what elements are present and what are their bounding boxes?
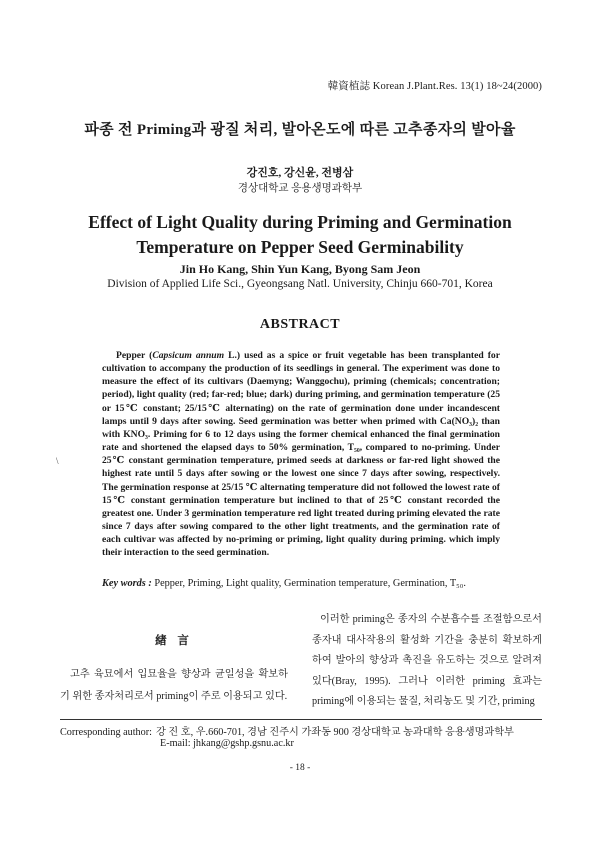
corresponding-label: Corresponding author: [60,727,152,738]
abstract-body [102,349,500,560]
korean-authors: 강진호, 강신윤, 전병삼 [246,167,354,179]
abstract-text-rest: L.) used as a spice or fruit vegetable has been transplanted for cultivation to accompany the production of its seedlings in general. The experiment was done to measure the effect of its cultivars (Daemyng; Wanggochu), priming (chemicals; concentration; period), light quality (red; far-red; blue; dark) during priming, and germination temperature (25 or 15℃ constant; 25/15℃ alternating) on the rate of germination done under incandescent lamps until 9 days after sowing. Seed germination was better when primed with Ca(NO₃)₂ than with KNO₃. Priming for 6 to 12 days using the former chemical enhanced the final germination rate and shortened the elapsed days to 50% germination, T₅₀, compared to no-priming. Under 25℃ constant germination temperature, primed seeds at darkness or far-red light showed the highest rate until 5 days after sowing or the lowest one since 7 days after sowing, respectively. The germination response at 25/15 ℃ alternating temperature did not followed the lowest rate of 15℃ constant germination temperature but inclined to that of 25℃ constant recorded the greatest one. Under 3 germination temperature red light treated during priming elevated the rate since 7 days after sowing compared to the other light treatments, and the germination rate of each cultivar was affected by no-priming or priming, light quality during priming. which imply their interaction to the seed germination. [102,350,500,559]
english-title-line-2: Temperature on Pepper Seed Germinability [136,237,464,257]
intro-heading: 緖 言 [155,635,193,647]
english-authors: Jin Ho Kang, Shin Yun Kang, Byong Sam Jeon [179,262,421,276]
keywords-label: Key words : [102,578,152,589]
abstract-heading: ABSTRACT [259,317,341,332]
keywords [102,578,522,589]
corresponding-details: 강 진 호, 우.660-701, 경남 진주시 가좌동 900 경상대학교 농과대학 응용생명과학부 [156,727,514,738]
english-affiliation: Division of Applied Life Sci., Gyeongsang Natl. University, Chinju 660-701, Korea [107,278,493,290]
margin-mark: \ [56,456,59,466]
abstract-text-start: Pepper ( [116,350,153,361]
keywords-text: Pepper, Priming, Light quality, Germination temperature, Germination, T₅₀. [151,578,466,589]
page-number: - 18 - [289,763,311,773]
korean-affiliation: 경상대학교 응용생명과학부 [237,183,363,194]
journal-citation: 韓資植誌 Korean J.Plant.Res. 13(1) 18~24(2000) [327,81,542,92]
intro-right-column: 이러한 priming은 종자의 수분흡수를 조절함으로서 종자내 대사작용의 활성화 기간을 충분히 확보하게 하여 발아의 향상과 촉진을 유도하는 것으로 알려져 있다(Bray, 1995). 그러나 이러한 priming 효과는 priming에 이용되는 물질, 처리농도 및 기간, priming [312,614,542,707]
species-name: Capsicum annum [152,350,225,361]
corresponding-author [60,723,514,738]
korean-title: 파종 전 Priming과 광질 처리, 발아온도에 따른 고추종자의 발아율 [84,122,516,138]
intro-left-column: 고추 육묘에서 입묘율을 향상과 균일성을 확보하기 위한 종자처리로서 priming이 주로 이용되고 있다. [60,669,288,702]
footnote-divider [60,719,542,720]
english-title-line-1: Effect of Light Quality during Priming and Germination [88,212,512,232]
english-title [0,210,600,260]
author-email: E-mail: jhkang@gshp.gsnu.ac.kr [160,738,294,749]
